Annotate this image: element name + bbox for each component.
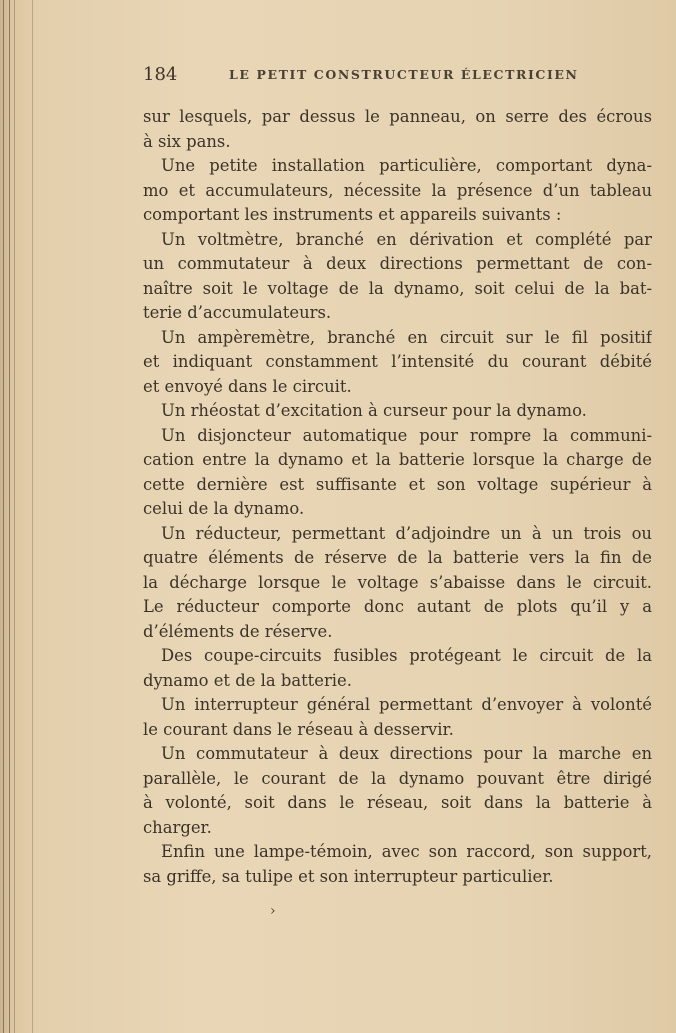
paragraph <box>143 154 652 228</box>
paragraph <box>143 424 652 522</box>
paragraph <box>143 840 652 889</box>
text-line: et indiquant constamment l’intensité du courant débité <box>143 352 652 371</box>
text-line: dynamo et de la batterie. <box>143 670 352 690</box>
text-line: Enfin une lampe-témoin, avec son raccord, son support, <box>161 842 652 861</box>
binding-edge-line <box>3 0 4 1033</box>
text-line: Un commutateur à deux directions pour la marche en <box>161 744 652 763</box>
text-line: d’éléments de réserve. <box>143 621 333 641</box>
text-line: à six pans. <box>143 131 231 151</box>
text-line: Un voltmètre, branché en dérivation et complété par <box>161 229 652 249</box>
text-line: comportant les instruments et appareils suivants : <box>143 205 562 224</box>
text-line: sa griffe, sa tulipe et son interrupteur particulier. <box>143 866 554 886</box>
text-line: Un réducteur, permettant d’adjoindre un à un trois ou <box>161 523 652 543</box>
text-line: la décharge lorsque le voltage s’abaisse dans le circuit. <box>143 572 652 592</box>
printer-mark: › <box>270 903 276 919</box>
text-line: Des coupe-circuits fusibles protégeant le circuit de la <box>161 646 652 665</box>
paragraph <box>143 693 652 742</box>
binding-edge-line <box>14 0 15 1033</box>
text-line: quatre éléments de réserve de la batterie vers la fin de <box>143 548 652 567</box>
text-line: Un ampèremètre, branché en circuit sur le fil positif <box>161 327 652 347</box>
text-line: Le réducteur comporte donc autant de plots qu’il y a <box>143 597 652 616</box>
text-line: un commutateur à deux directions permettant de con- <box>143 254 652 273</box>
binding-edge-line <box>32 0 33 1033</box>
text-line: le courant dans le réseau à desservir. <box>143 719 454 739</box>
text-line: terie d’accumulateurs. <box>143 303 332 322</box>
text-line: Une petite installation particulière, comportant dyna- <box>161 156 652 175</box>
text-line: Un disjoncteur automatique pour rompre la communi- <box>161 425 652 445</box>
page-body-text <box>143 105 652 889</box>
text-line: parallèle, le courant de la dynamo pouvant être dirigé <box>143 768 652 788</box>
text-line: mo et accumulateurs, nécessite la présence d’un tableau <box>143 180 652 200</box>
text-line: celui de la dynamo. <box>143 499 305 518</box>
text-line: à volonté, soit dans le réseau, soit dans la batterie à <box>143 793 652 812</box>
paragraph <box>143 522 652 645</box>
running-title: LE PETIT CONSTRUCTEUR ÉLECTRICIEN <box>229 67 579 82</box>
binding-edge-line <box>9 0 10 1033</box>
text-line: Un rhéostat d’excitation à curseur pour la dynamo. <box>161 401 587 420</box>
text-line: naître soit le voltage de la dynamo, soit celui de la bat- <box>143 278 652 298</box>
paragraph <box>143 399 652 424</box>
text-line: et envoyé dans le circuit. <box>143 376 352 396</box>
paragraph <box>143 742 652 840</box>
text-line: sur lesquels, par dessus le panneau, on serre des écrous <box>143 107 652 126</box>
paragraph <box>143 644 652 693</box>
text-line: cation entre la dynamo et la batterie lorsque la charge de <box>143 450 652 469</box>
page-header <box>143 64 653 88</box>
paragraph <box>143 105 652 154</box>
text-line: cette dernière est suffisante et son voltage supérieur à <box>143 474 652 494</box>
text-line: charger. <box>143 817 212 837</box>
page-number: 184 <box>143 64 178 85</box>
paragraph <box>143 228 652 326</box>
text-line: Un interrupteur général permettant d’envoyer à volonté <box>161 695 652 714</box>
paragraph <box>143 326 652 400</box>
